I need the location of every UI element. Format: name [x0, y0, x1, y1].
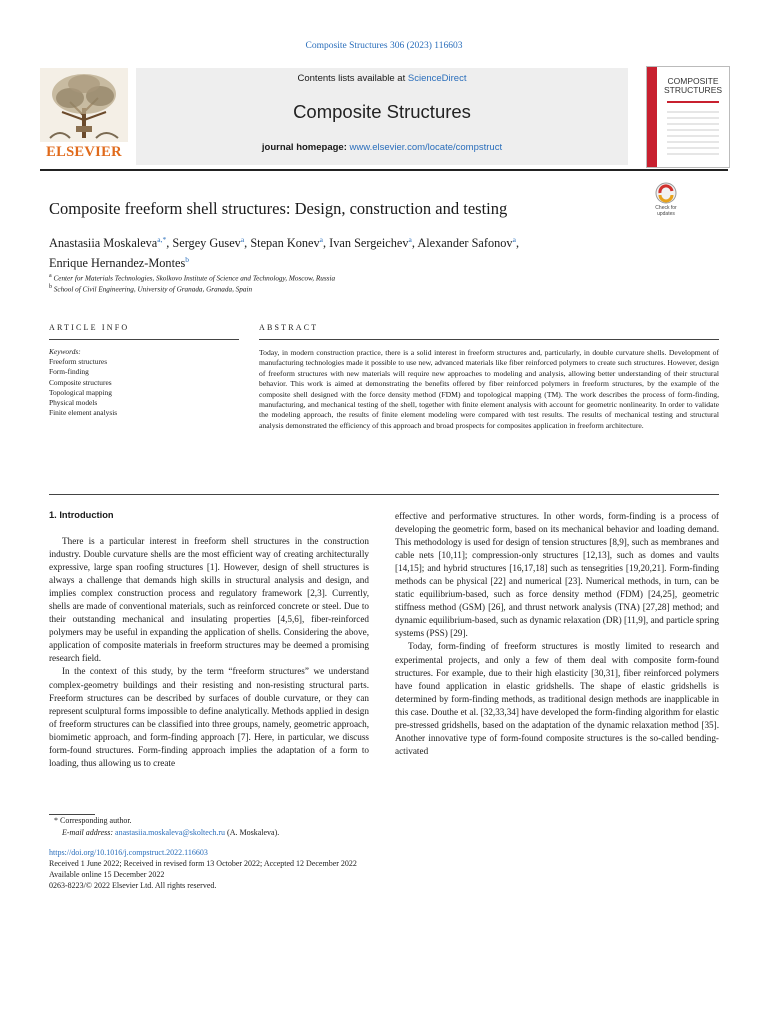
left-column: [49, 535, 369, 770]
paragraph: effective and performative structures. In other words, form-finding is a process of developing the geometric form, based on its mechanical behavior and loading demand. This methodology is used for design of tension structures [8,9], such as membranes and cable nets [10,11]; compression-only structures [12,13], such as domes and vaults [14,15]; and hybrid structures [16,17,18] such as tensegrities [19,20,21]. Form-finding methods can be physical [22] and numerical [23]. Numerical methods, in turn, can be static equilibrium-based, such as force density method (FDM) [24,25], geometric stiffness method (GSM) [26], and thrust network analysis (TNA) [27,28] method; and dynamic equilibrium-based, such as dynamic relaxation (DR) [11,9], and particle spring systems (PSS) [29].: [395, 511, 719, 639]
author[interactable]: Ivan Sergeichev$^a$: [329, 235, 412, 251]
abstract-heading: ABSTRACT: [259, 323, 319, 332]
corresponding-author-note: * Corresponding author.: [54, 816, 132, 825]
contents-prefix: Contents lists available at: [297, 73, 408, 84]
keyword: Finite element analysis: [49, 408, 118, 418]
author[interactable]: Anastasiia Moskaleva$^{a,*}$: [49, 235, 167, 251]
abstract-end-rule: [49, 494, 719, 495]
abstract-rule: [259, 339, 719, 340]
email-link[interactable]: anastasiia.moskaleva@skoltech.ru: [115, 828, 226, 837]
journal-reference[interactable]: Composite Structures 306 (2023) 116603: [305, 41, 463, 51]
available-online: Available online 15 December 2022: [49, 870, 165, 879]
keyword: Physical models: [49, 398, 98, 408]
contents-line: [136, 73, 628, 84]
author[interactable]: Enrique Hernandez-Montes$^b$: [49, 254, 189, 270]
article-info-heading: ARTICLE INFO: [49, 323, 130, 332]
affiliation: $^b$ School of Civil Engineering, University of Granada, Granada, Spain: [49, 284, 253, 294]
keywords-label: Keywords:: [49, 347, 81, 356]
sciencedirect-link[interactable]: ScienceDirect: [407, 73, 467, 84]
check-for-updates-badge[interactable]: [646, 181, 686, 215]
keyword: Form-finding: [49, 367, 89, 377]
check-updates-label: Check for updates: [655, 205, 677, 217]
affiliation: $^a$ Center for Materials Technologies, Skolkovo Institute of Science and Technology, Moscow, Russia: [49, 273, 336, 283]
author-list: Anastasiia Moskaleva$^{a,*}$, Sergey Gusev$^a$, Stepan Konev$^a$, Ivan Sergeichev$^a$, Alexander Safonov$^a$, Enrique Hernandez-Montes$^b$: [49, 235, 520, 270]
email-line: [62, 828, 279, 839]
cover-title-line2: STRUCTURES: [663, 85, 723, 95]
abstract-text: Today, in modern construction practice, there is a solid interest in freeform structures and, particularly, in double curvature shells. Development of manufacturing technologies made it possible to use new, advanced materials like fiber reinforced polymers to create such structures. However, design of freeform structures with new materials will require new approaches to modeling and analysis, allowing better understanding of their structural behavior. This work is aimed at demonstrating the benefits offered by fiber reinforced polymers in freeform structures, by the example of the composite shell designed with the force density method (FDM) and topological mapping (TM). The work describes the process of form-finding, manufacturing, and mechanical testing of the shell, together with finite element analysis with account for geometric nonlinearity. In order to validate the modeling approach, the results of finite element modeling were compared with test results. The results of mechanical testing and structural analysis demonstrated the efficiency of this approach and broad prospects for composites application in freeform architecture.: [259, 348, 719, 430]
doi-link[interactable]: https://doi.org/10.1016/j.compstruct.2022.116603: [49, 848, 208, 857]
cover-title-line1: COMPOSITE: [667, 76, 719, 86]
keywords-block: [49, 347, 117, 418]
elsevier-wordmark: ELSEVIER: [46, 144, 122, 160]
article-title: Composite freeform shell structures: Design, construction and testing: [49, 199, 508, 218]
author[interactable]: Stepan Konev$^a$: [250, 235, 323, 251]
article-info-rule: [49, 339, 239, 340]
homepage-link[interactable]: www.elsevier.com/locate/compstruct: [349, 142, 503, 153]
received-dates: Received 1 June 2022; Received in revised form 13 October 2022; Accepted 12 December 2022: [49, 859, 357, 868]
journal-title[interactable]: Composite Structures: [293, 101, 471, 122]
paragraph: There is a particular interest in freeform shell structures in the construction industry. Double curvature shells are the most efficient way of creating architecturally expressive, large span roofing structures [1]. However, design of shell structures is always a challenge that demands high skills in structural analysis and design, and implies complex construction process and regulatory framework [2,3]. Currently, shells are made of conventional materials, such as reinforced concrete or steel. Due to their outstanding mechanical and insulating properties [4,5,6], fiber-reinforced polymers may be useful in expanding the application of shells. Considering the above, application of composite materials in freeform structures may be deemed a promising research field.: [49, 536, 369, 664]
right-column: [395, 510, 719, 758]
author[interactable]: Alexander Safonov$^a$: [417, 235, 516, 251]
email-suffix: (A. Moskaleva).: [225, 828, 280, 837]
homepage-prefix: journal homepage:: [261, 142, 350, 153]
journal-cover-thumbnail[interactable]: [646, 66, 730, 168]
journal-homepage: [136, 142, 628, 153]
keyword: Topological mapping: [49, 387, 112, 397]
section-heading-introduction: 1. Introduction: [49, 510, 114, 520]
keyword: Freeform structures: [49, 357, 108, 367]
paragraph: Today, form-finding of freeform structures is mostly limited to research and experimental projects, and only a few of them deal with composite form-found structures. For example, due to their high elasticity [30,31], fiber reinforced polymers have found application in elastic gridshells. The shape of elastic gridshells is determined by form-finding methods, as traditional design methods are inapplicable in this case. Douthe et al. [32,33,34] have developed the form-finding algorithm for elastic pre-stressed gridshells, based on the adaptation of the dynamic relaxation method [35]. Another innovative type of form-found composite structures is the so-called bending-activated: [395, 641, 719, 756]
copyright-line: 0263-8223/© 2022 Elsevier Ltd. All rights reserved.: [49, 881, 217, 890]
author[interactable]: Sergey Gusev$^a$: [172, 235, 245, 251]
footnote-rule: [49, 814, 95, 815]
keyword: Composite structures: [49, 377, 112, 387]
paragraph: In the context of this study, by the term “freeform structures” we understand complex-geometry buildings and their resisting and non-resisting structural parts. Freeform structures can be described by surfaces of double curvature, or they can represent sculptural forms impossible to define analytically. Methods applied in design of freeform structures can be classified into three groups, namely, geometric approach, biomimetic approach, and form-finding approach [7]. Here, in particular, we discuss form-found structures. Form-finding approach implies the adaptation of a form to loading, thus allowing us to create: [49, 666, 369, 768]
header-rule: [40, 169, 728, 171]
email-label: E-mail address:: [62, 828, 116, 837]
